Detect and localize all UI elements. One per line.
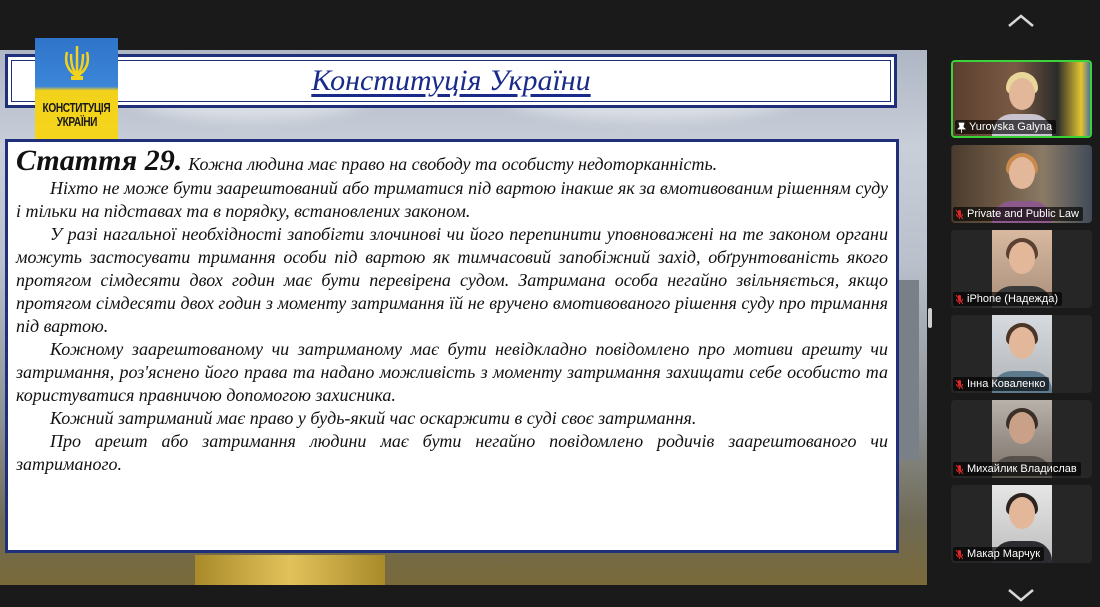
article-text-box (5, 139, 899, 553)
participant-tile[interactable] (951, 145, 1092, 223)
participant-name-tag (955, 120, 1056, 134)
article-paragraph: Про арешт або затримання людини має бути негайно повідомлено родичів заарештованого чи затриманого. (16, 431, 888, 474)
participant-name-tag (953, 462, 1081, 476)
chevron-up-icon[interactable] (1007, 14, 1035, 28)
participant-name: Михайлик Владислав (967, 463, 1077, 475)
participant-name: Інна Коваленко (967, 378, 1046, 390)
participant-name: iPhone (Надежда) (967, 293, 1059, 305)
participant-face (1009, 497, 1035, 529)
participant-tile[interactable] (951, 230, 1092, 308)
participant-name: Макар Марчук (967, 548, 1041, 560)
background-gold-dome (195, 555, 385, 585)
article-paragraph: Кожному заарештованому чи затриманому має бути невідкладно повідомлено про мотиви арешту чи затримання, роз'яснено його права та надано можливість з моменту затримання захищати себе особисто та користуватися правничою допомогою захисника. (16, 339, 888, 405)
participant-face (1009, 327, 1035, 359)
mic-muted-icon (955, 549, 964, 560)
slide-title-box (5, 54, 897, 108)
logo-text-line-1: КОНСТИТУЦІЯ (42, 100, 111, 115)
participant-name-tag (953, 292, 1062, 306)
participant-name: Private and Public Law (967, 208, 1079, 220)
article-number: Стаття 29. (16, 144, 183, 177)
split-resize-handle[interactable] (928, 308, 932, 328)
participant-name-tag (953, 207, 1083, 221)
pin-icon (957, 122, 966, 133)
mic-muted-icon (955, 294, 964, 305)
slide-title: Конституція України (311, 64, 591, 97)
mic-muted-icon (955, 464, 964, 475)
participant-tile[interactable] (951, 400, 1092, 478)
article-lead: Кожна людина має право на свободу та особисту недоторканність. (188, 154, 718, 174)
participant-name-tag (953, 377, 1049, 391)
mic-muted-icon (955, 379, 964, 390)
participant-tile[interactable] (951, 60, 1092, 138)
background-tower (899, 280, 919, 460)
participant-name: Yurovska Galyna (969, 121, 1053, 133)
constitution-logo (35, 38, 118, 139)
mic-muted-icon (955, 209, 964, 220)
participant-face (1009, 412, 1035, 444)
participant-tile[interactable] (951, 315, 1092, 393)
logo-text-line-2: УКРАЇНИ (56, 114, 97, 129)
participant-face (1009, 78, 1035, 110)
article-paragraph: Ніхто не може бути заарештований або триматися під вартою інакше як за вмотивованим рішенням суду і тільки на підставах та в порядку, встановлених законом. (16, 178, 888, 221)
article-paragraph: Кожний затриманий має право у будь-який час оскаржити в суді своє затримання. (50, 408, 697, 428)
participant-name-tag (953, 547, 1044, 561)
chevron-down-icon[interactable] (1007, 588, 1035, 602)
participant-face (1009, 242, 1035, 274)
trident-icon (57, 44, 97, 84)
participant-face (1009, 157, 1035, 189)
article-heading (16, 144, 888, 177)
article-paragraph: У разі нагальної необхідності запобігти злочинові чи його перепинити уповноважені на те законом органи можуть застосувати тримання особи під вартою як тимчасовий запобіжний захід, обґрунтованість якого протягом сімдесяти двох годин має бути перевірена судом. Затримана особа негайно звільняється, якщо протягом сімдесяти двох годин з моменту затримання їй не вручено вмотивованого рішення суду про тримання під вартою. (16, 224, 888, 336)
participant-tile[interactable] (951, 485, 1092, 563)
